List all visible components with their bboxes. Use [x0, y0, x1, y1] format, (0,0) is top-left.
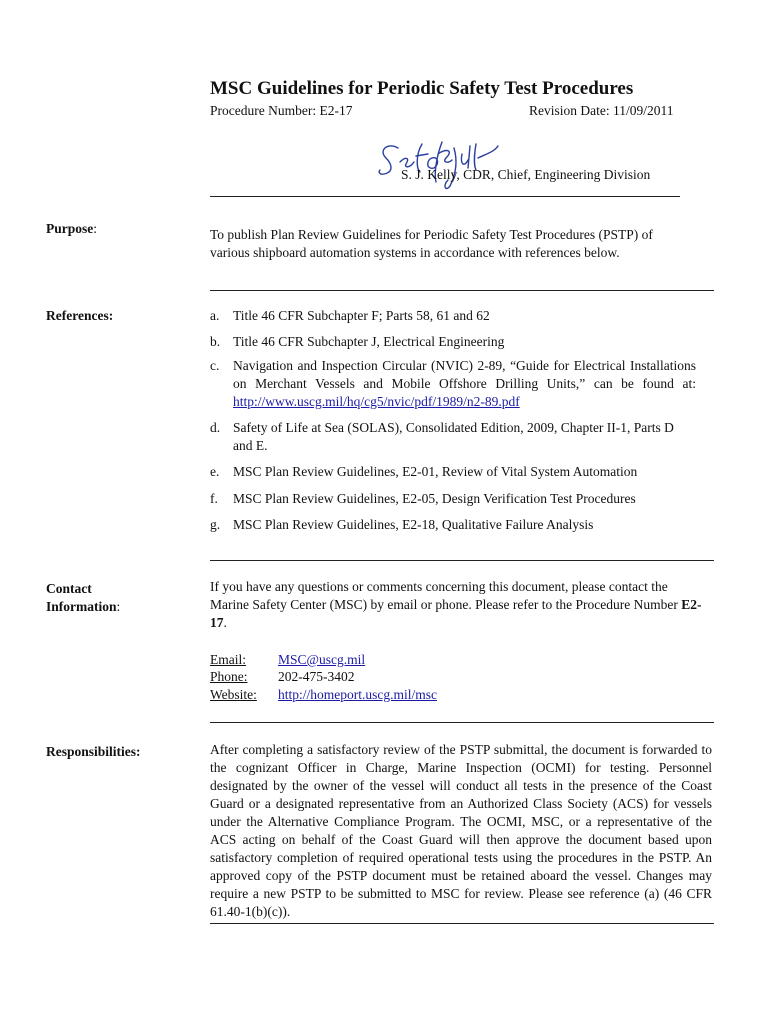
contact-label-line2: Information: [46, 599, 117, 614]
reference-text: Safety of Life at Sea (SOLAS), Consolidated Edition, 2009, Chapter II-1, Parts D and E.: [233, 420, 674, 453]
purpose-label: [46, 220, 97, 238]
reference-text: Title 46 CFR Subchapter F; Parts 58, 61 and 62: [233, 308, 490, 323]
procedure-number: Procedure Number: E2-17: [210, 103, 353, 118]
reference-letter: f.: [210, 491, 218, 506]
reference-letter: g.: [210, 517, 221, 532]
website-label: Website:: [210, 687, 257, 702]
phone-label: Phone:: [210, 669, 248, 684]
reference-letter: b.: [210, 334, 221, 349]
purpose-text: To publish Plan Review Guidelines for Periodic Safety Test Procedures (PSTP) of various shipboard automation systems in accordance with references below.: [210, 227, 653, 260]
email-label: Email:: [210, 652, 246, 667]
contact-label: [46, 580, 120, 616]
reference-item-a: [210, 307, 696, 325]
contact-procedure-ref: E2-17: [210, 597, 702, 630]
reference-item-c: [210, 357, 696, 411]
website-link[interactable]: http://homeport.uscg.mil/msc: [278, 687, 437, 702]
reference-text: MSC Plan Review Guidelines, E2-18, Qualitative Failure Analysis: [233, 517, 594, 532]
contact-text-end: .: [223, 615, 227, 630]
responsibilities-label: Responsibilities:: [46, 744, 141, 759]
contact-text: [210, 578, 710, 632]
nvic-link[interactable]: http://www.uscg.mil/hq/cg5/nvic/pdf/1989/n2-89.pdf: [233, 394, 520, 409]
reference-item-e: [210, 463, 696, 481]
references-label: References:: [46, 308, 114, 323]
signatory-name: S. J. Kelly, CDR, Chief, Engineering Division: [401, 167, 651, 182]
phone-value: 202-475-3402: [278, 669, 355, 684]
responsibilities-divider: [210, 923, 714, 924]
contact-label-line1: Contact: [46, 581, 92, 596]
purpose-label-text: Purpose: [46, 221, 94, 236]
revision-date: Revision Date: 11/09/2011: [529, 103, 674, 118]
contact-text-main: If you have any questions or comments concerning this document, please contact the Marine Safety Center (MSC) by email or phone. Please refer to the Procedure Number: [210, 579, 682, 612]
header-divider: [210, 196, 680, 197]
contact-label-line2-wrap: [46, 598, 120, 616]
document-title: MSC Guidelines for Periodic Safety Test Procedures: [210, 78, 634, 99]
contact-divider: [210, 722, 714, 723]
reference-text: Title 46 CFR Subchapter J, Electrical Engineering: [233, 334, 505, 349]
reference-letter: a.: [210, 308, 220, 323]
reference-letter: d.: [210, 420, 221, 435]
reference-item-g: [210, 516, 696, 534]
contact-label-colon: :: [116, 599, 121, 614]
reference-letter: c.: [210, 358, 220, 373]
reference-item-d: [210, 419, 696, 455]
purpose-divider: [210, 290, 714, 291]
responsibilities-text: After completing a satisfactory review of the PSTP submittal, the document is forwarded to the cognizant Officer in Charge, Marine Inspection (OCMI) for testing. Personnel designated by the owner of the vessel will conduct all tests in the presence of the Coast Guard or a designated representative from an Authorized Class Society (ACS) for vessels under the Alternative Compliance Program. The OCMI, MSC, or a representative of the ACS acting on behalf of the Coast Guard will then approve the document based upon satisfactory completion of required operational tests using the procedures in the PSTP. An approved copy of the PSTP document must be retained aboard the vessel. Changes may require a new PSTP to be submitted to MSC for review. Please see reference (a) (46 CFR 61.40-1(b)(c)).: [210, 742, 712, 919]
phone-row: [210, 668, 355, 686]
email-link[interactable]: MSC@uscg.mil: [278, 652, 366, 667]
website-row: [210, 686, 437, 704]
reference-text-block: [233, 357, 696, 411]
reference-text: MSC Plan Review Guidelines, E2-01, Review of Vital System Automation: [233, 464, 638, 479]
reference-letter: e.: [210, 464, 220, 479]
purpose-label-colon: :: [93, 221, 98, 236]
email-row: [210, 651, 365, 669]
reference-text: MSC Plan Review Guidelines, E2-05, Design Verification Test Procedures: [233, 491, 636, 506]
reference-text: Navigation and Inspection Circular (NVIC) 2-89, “Guide for Electrical Installations on Merchant Vessels and Mobile Offshore Drilling Units,” can be found at:: [233, 358, 696, 391]
references-divider: [210, 560, 714, 561]
reference-item-b: [210, 333, 696, 351]
reference-item-f: [210, 490, 696, 508]
